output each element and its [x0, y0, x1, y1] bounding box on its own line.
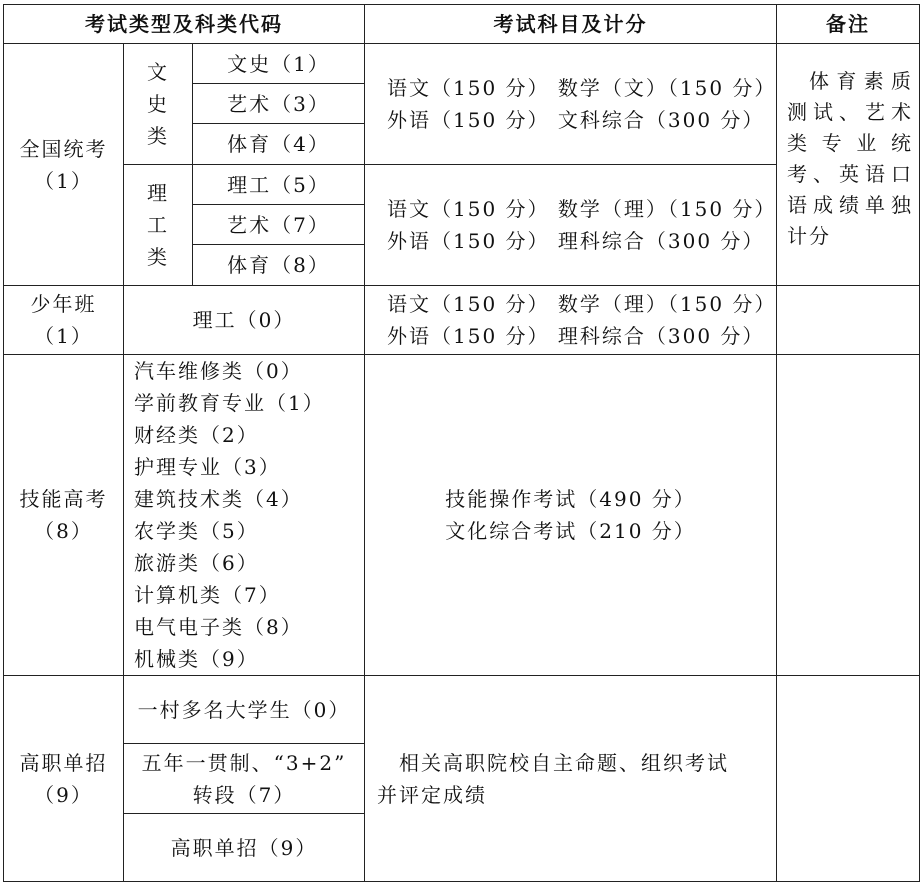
subjects-line: 外语（150 分） 文科综合（300 分） [387, 108, 765, 132]
row-youth [4, 286, 920, 355]
liberal-item: 艺术（3） [193, 84, 365, 124]
vocational-exam-code: （9） [34, 782, 93, 807]
major-item: 机械类（9） [134, 647, 259, 671]
liberal-group-char: 史 [147, 92, 169, 116]
vocational-note-cell [777, 676, 920, 882]
exam-table [3, 4, 920, 882]
youth-item: 理工（0） [124, 286, 365, 355]
subjects-line: 外语（150 分） 理科综合（300 分） [387, 229, 765, 253]
major-item: 建筑技术类（4） [134, 487, 303, 511]
subjects-line: 语文（150 分） 数学（文）（150 分） [387, 76, 777, 100]
vocational-item: 高职单招（9） [124, 814, 365, 882]
science-item: 体育（8） [193, 245, 365, 286]
major-item: 旅游类（6） [134, 551, 259, 575]
unified-note-text: 体育素质测试、艺术类专业统考、英语口语成绩单独计分 [787, 69, 914, 248]
header-exam-type: 考试类型及科类代码 [4, 5, 365, 44]
subjects-line: 语文（150 分） 数学（理）（150 分） [387, 292, 777, 316]
youth-class-code: （1） [34, 324, 93, 348]
vocational-item-line: 转段（7） [192, 782, 296, 807]
row-skill [4, 355, 920, 676]
science-subjects-cell [365, 165, 777, 286]
subjects-line: 并评定成绩 [377, 782, 488, 807]
major-item: 电气电子类（8） [134, 615, 303, 639]
major-item: 护理专业（3） [134, 455, 281, 479]
vocational-item: 一村多名大学生（0） [124, 676, 365, 744]
liberal-subjects-cell [365, 44, 777, 165]
major-item: 农学类（5） [134, 519, 259, 543]
unified-note-cell [777, 44, 920, 286]
row-vocational-1 [4, 676, 920, 744]
major-item: 计算机类（7） [134, 583, 281, 607]
skill-majors-cell [124, 355, 365, 676]
major-item: 财经类（2） [134, 423, 259, 447]
science-group-char: 工 [147, 213, 169, 237]
header-subjects: 考试科目及计分 [365, 5, 777, 44]
vocational-exam-cell [4, 676, 124, 882]
liberal-group-char: 文 [147, 60, 169, 84]
unified-exam-cell [4, 44, 124, 286]
science-group-cell [124, 165, 193, 286]
youth-note-cell [777, 286, 920, 355]
liberal-group-char: 类 [147, 124, 169, 148]
header-note: 备注 [777, 5, 920, 44]
skill-exam-label: 技能高考 [19, 487, 108, 511]
liberal-item: 文史（1） [193, 44, 365, 84]
liberal-item: 体育（4） [193, 124, 365, 165]
unified-exam-code: （1） [34, 168, 93, 193]
liberal-group-cell [124, 44, 193, 165]
vocational-exam-label: 高职单招 [19, 750, 108, 775]
vocational-item [124, 744, 365, 814]
science-item: 理工（5） [193, 165, 365, 205]
science-group-char: 理 [147, 181, 169, 205]
major-item: 学前教育专业（1） [134, 391, 325, 415]
youth-subjects-cell [365, 286, 777, 355]
skill-note-cell [777, 355, 920, 676]
row-liberal-1 [4, 44, 920, 84]
subjects-line: 相关高职院校自主命题、组织考试 [399, 750, 730, 775]
major-item: 汽车维修类（0） [134, 359, 303, 383]
subjects-line: 技能操作考试（490 分） [445, 487, 696, 511]
subjects-line: 外语（150 分） 理科综合（300 分） [387, 324, 765, 348]
vocational-subjects-cell [365, 676, 777, 882]
subjects-line: 文化综合考试（210 分） [445, 519, 696, 543]
skill-subjects-cell [365, 355, 777, 676]
skill-exam-cell [4, 355, 124, 676]
youth-class-label: 少年班 [30, 292, 97, 316]
skill-exam-code: （8） [34, 519, 93, 543]
science-group-char: 类 [147, 245, 169, 269]
science-item: 艺术（7） [193, 205, 365, 245]
header-row [4, 5, 920, 44]
unified-exam-label: 全国统考 [19, 136, 108, 161]
vocational-item-line: 五年一贯制、“3+2” [141, 750, 347, 775]
subjects-line: 语文（150 分） 数学（理）（150 分） [387, 197, 777, 221]
youth-class-cell [4, 286, 124, 355]
